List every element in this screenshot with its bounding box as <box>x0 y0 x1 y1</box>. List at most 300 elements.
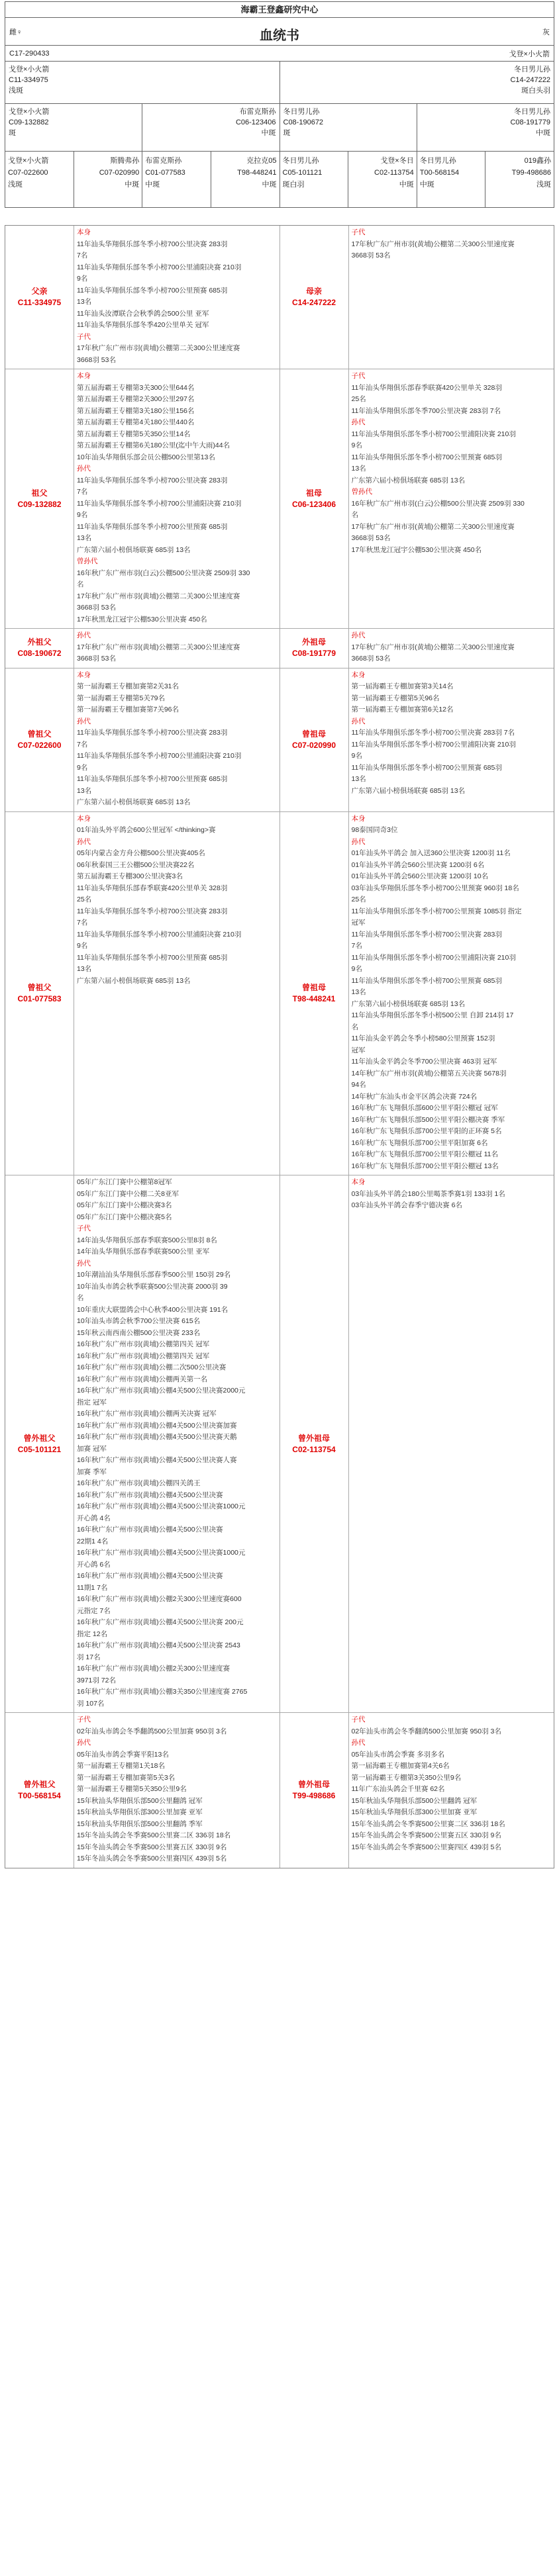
ancestor-color: 浅斑 <box>9 87 23 95</box>
record-line: 13名 <box>77 298 92 306</box>
record-line: 第一届海霸王专棚第1关18名 <box>77 1762 166 1770</box>
record-line: 98泰国同奇3位 <box>351 826 398 834</box>
record-line: 11年汕头华翔俱乐部冬季小榜700公里浦阳决赛 210羽 <box>77 499 242 508</box>
record-line: 广东第六届小榜俱场联赛 685羽 13名 <box>77 798 191 806</box>
pigeon-ring: C17-290433 <box>9 49 50 58</box>
record-heading: 本身 <box>351 814 366 823</box>
ancestor-heading <box>5 668 74 811</box>
record-line: 14年秋广东汕头市金平区鸽会决赛 724名 <box>351 1092 478 1101</box>
ancestor-cell <box>5 104 142 151</box>
record-line: 11年汕头华翔俱乐部冬季小榜700公里决赛 283羽 <box>77 476 228 484</box>
record-section <box>5 1713 554 1868</box>
ancestor-record-right <box>280 226 554 369</box>
record-line: 11年汕头华翔俱乐部冬季小榜700公里决赛 283羽 7名 <box>351 729 515 737</box>
record-line: 01年汕头外平鸽会560公里决赛 1200羽 10名 <box>351 872 489 880</box>
ancestor-color: 中斑 <box>262 181 277 189</box>
record-line: 11年汕头华翔俱乐部冬季小榜700公里预赛 685羽 <box>77 522 228 531</box>
record-line: 15年秋汕头华翔俱乐部500公里翻鸽 季军 <box>77 1819 203 1828</box>
ancestor-name: 冬日男儿孙 <box>282 157 319 165</box>
record-heading: 子代 <box>351 1716 366 1724</box>
record-line: 11年汕头华翔俱乐部冬季小榜700公里浦阳决赛 210羽 <box>77 263 242 271</box>
record-heading: 子代 <box>77 332 91 341</box>
ancestor-cell <box>5 152 74 207</box>
record-line: 第一届海霸王专棚加赛第2关31名 <box>77 682 179 690</box>
sex-label: 雌♀ <box>9 28 23 36</box>
record-line: 03年汕头外平鸽会春季宁德决赛 6名 <box>351 1201 462 1209</box>
record-line: 10年潮汕汕头华翔俱乐部春季500公里 150羽 29名 <box>77 1271 231 1279</box>
record-heading: 孙代 <box>77 837 91 846</box>
ancestor-cell <box>348 152 417 207</box>
ancestor-ring: C08-191779 <box>510 118 550 126</box>
record-line: 01年汕头外平鸽会560公里决赛 1200羽 6名 <box>351 860 485 869</box>
ancestor-name: 布雷克斯孙 <box>145 157 182 165</box>
record-line: 15年秋汕头华翔俱乐部500公里翻鸽 冠军 <box>77 1796 203 1805</box>
record-line: 13名 <box>351 775 366 783</box>
ancestor-heading <box>5 226 74 369</box>
record-line: 16年秋广东广州市羽(黄埔)公棚4关500公里决赛 200元 <box>77 1618 244 1626</box>
record-line: 广东第六届小榜俱场联赛 685羽 13名 <box>351 999 466 1008</box>
relation-label: 曾祖母 <box>301 729 326 739</box>
record-line: 16年秋广东广州市羽(黄埔)公棚4关500公里决赛 2543 <box>77 1641 240 1649</box>
ancestor-cell <box>485 152 554 207</box>
record-line: 3668羽 53名 <box>77 355 116 364</box>
record-line: 第五届海霸王专棚第6关180公里(迄中午大雨)44名 <box>77 441 230 449</box>
ancestor-heading <box>280 1175 349 1712</box>
record-line: 02年汕头市鸽会冬季翻鸽500公里加赛 950羽 3名 <box>351 1727 501 1735</box>
record-line: 14年秋广东广州市羽(黄埔)公棚第五关决赛 5678羽 <box>351 1069 507 1078</box>
record-heading: 本身 <box>351 670 366 679</box>
record-line: 14年汕头华翔俱乐部春季联赛500公里 亚军 <box>77 1248 210 1256</box>
record-line: 16年秋广东广州市羽(黄埔)公棚4关500公里决赛加赛 <box>77 1421 237 1430</box>
record-line: 16年秋广东广州市羽(黄埔)公棚3关350公里速度赛 2765 <box>77 1688 248 1696</box>
ancestor-record-right <box>280 629 554 668</box>
record-line: 16年秋广东飞翔俱乐部700公里平阳公棚冠 11名 <box>351 1150 499 1158</box>
ancestor-ring: T98-448241 <box>237 169 277 177</box>
record-line: 7名 <box>77 252 88 259</box>
ancestor-name: 戈登×小火箭 <box>8 157 49 165</box>
record-line: 11年汕头华翔俱乐部冬季小榜700公里决赛 283羽 <box>351 930 502 939</box>
ancestor-record-left <box>5 369 280 628</box>
record-list <box>349 1713 554 1868</box>
record-line: 16年秋广东广州市羽(黄埔)公棚四关鸽王 <box>77 1479 201 1487</box>
ancestor-ring: C02-113754 <box>374 169 414 177</box>
ancestor-name: 冬日男儿孙 <box>514 66 550 73</box>
record-line: 9名 <box>77 942 88 950</box>
record-line: 11年汕头华翔俱乐部春季联赛420公里单关 328羽 <box>77 884 228 892</box>
ancestor-cell <box>280 104 417 151</box>
record-line: 第五届海霸王专棚第2关300公里297名 <box>77 395 195 403</box>
relation-ring: T00-568154 <box>18 1790 61 1800</box>
relation-label: 曾祖母 <box>301 982 326 992</box>
record-line: 冠军 <box>351 919 366 927</box>
ancestor-record-left <box>5 629 280 668</box>
record-line: 16年秋广东飞翔俱乐部700公里平阳的正环赛 5名 <box>351 1127 502 1135</box>
relation-label: 祖父 <box>31 488 48 498</box>
record-line: 94名 <box>351 1081 366 1089</box>
document-title: 血统书 <box>260 28 299 43</box>
record-list <box>349 668 554 811</box>
record-line: 3668羽 53名 <box>77 604 116 612</box>
record-section <box>5 812 554 1176</box>
record-section <box>5 668 554 812</box>
loft-title: 海霸王登鑫研究中心 <box>5 2 554 18</box>
ancestor-ring: C06-123406 <box>235 118 276 126</box>
record-line: 15年冬汕头鸽会冬季赛500公里赛二区 336羽 18名 <box>77 1831 231 1839</box>
record-line: 11年汕头华翔俱乐部冬季420公里单关 冠军 <box>77 321 209 329</box>
relation-ring: C08-191779 <box>291 649 336 659</box>
record-line: 11年汕头华翔俱乐部春季联赛420公里单关 328羽 <box>351 383 502 392</box>
record-line: 名 <box>77 580 84 588</box>
record-line: 11年汕头华翔俱乐部冬季小榜700公里决赛 283羽 <box>77 729 228 737</box>
record-line: 11年汕头华翔俱乐部冬季小榜700公里浦阳决赛 210羽 <box>351 953 516 962</box>
record-line: 第五届海霸王专棚第4关180公里440名 <box>77 418 195 426</box>
relation-label: 曾外祖母 <box>297 1433 330 1443</box>
record-line: 11年汕头华翔俱乐部冬季小榜700公里浦阳决赛 210羽 <box>351 430 516 438</box>
record-line: 冠军 <box>351 1046 366 1054</box>
record-line: 11年汕头华翔俱乐部冬季小榜700公里浦阳决赛 210羽 <box>77 752 242 760</box>
ancestor-record-left <box>5 226 280 369</box>
record-line: 指定 冠军 <box>77 1398 107 1406</box>
record-line: 16年秋广东广州市羽(黄埔)公棚二次500公里决赛 <box>77 1363 227 1371</box>
record-heading: 孙代 <box>77 717 91 725</box>
record-line: 11期1 7名 <box>77 1583 108 1592</box>
ancestor-ring: C07-022600 <box>8 169 48 177</box>
record-line: 05年汕头市鸽会季赛平阳13名 <box>77 1750 169 1759</box>
record-list <box>74 668 280 811</box>
ancestor-record-left <box>5 1175 280 1712</box>
record-heading: 孙代 <box>351 631 366 639</box>
record-line: 25名 <box>351 395 366 403</box>
ancestor-ring: C01-077583 <box>145 169 185 177</box>
ancestor-record-right <box>280 812 554 1175</box>
relation-label: 曾外祖母 <box>297 1779 330 1789</box>
record-list <box>74 226 280 369</box>
record-line: 第一届海霸王专棚加赛第3关14名 <box>351 682 454 690</box>
record-line: 10年重庆大联盟鸽会中心秋季400公里决赛 191名 <box>77 1305 229 1314</box>
ancestor-color: 中斑 <box>419 181 434 189</box>
record-line: 01年汕头外平鸽会 加入送360公里决赛 1200羽 11名 <box>351 849 511 857</box>
record-line: 16年秋广东广州市羽(黄埔)公棚4关500公里决赛2000元 <box>77 1387 246 1395</box>
record-heading: 孙代 <box>77 1259 91 1267</box>
record-line: 7名 <box>77 919 88 927</box>
record-line: 11年汕头华翔俱乐部冬季小榜700公里预赛 685羽 <box>351 453 502 461</box>
ancestor-heading <box>280 629 349 668</box>
ancestor-color: 中斑 <box>536 129 550 137</box>
record-line: 03年汕头外平鸽会180公里喝茶季赛1羽 133羽 1名 <box>351 1189 505 1198</box>
record-list <box>74 1713 280 1868</box>
record-line: 3668羽 53名 <box>351 252 391 259</box>
ancestor-name: 戈登×冬日 <box>380 157 414 165</box>
relation-ring: C01-077583 <box>17 993 62 1003</box>
record-line: 01年汕头外平鸽会600公里冠军 </thinking>赛 <box>77 826 216 834</box>
record-line: 第一届海霸王专棚第5关79名 <box>77 694 166 702</box>
record-line: 名 <box>77 1294 84 1302</box>
record-line: 16年秋广东飞翔俱乐部700公里平阳加赛 6名 <box>351 1138 488 1147</box>
record-line: 羽 107名 <box>77 1699 105 1708</box>
record-line: 05年广东江门赛中公棚二关8亚军 <box>77 1189 179 1198</box>
record-line: 25名 <box>351 896 366 903</box>
record-line: 15年冬汕头鸽会冬季赛500公里赛五区 330羽 9名 <box>77 1843 227 1851</box>
ancestor-name: 戈登×小火箭 <box>9 66 50 73</box>
record-line: 第一届海霸王专棚加赛第7关96名 <box>77 706 179 713</box>
ancestor-heading <box>280 369 349 628</box>
record-line: 广东第六届小榜俱场联赛 685羽 13名 <box>77 545 191 554</box>
record-line: 第一届海霸王专棚加赛第6关12名 <box>351 706 454 713</box>
record-line: 16年秋广东广州市羽(白云)公棚500公里决赛 2509羽 330 <box>77 569 250 577</box>
record-line: 15年秋汕头华翔俱乐部500公里翻鸽 冠军 <box>351 1796 478 1805</box>
ancestor-ring: T99-498686 <box>511 169 551 177</box>
relation-label: 祖母 <box>305 488 322 498</box>
ancestor-name: 019鑫孙 <box>524 157 551 165</box>
record-line: 指定 12名 <box>77 1630 108 1638</box>
ancestor-ring: C07-020990 <box>99 169 140 177</box>
record-line: 第一届海霸王专棚第5关350公里9名 <box>77 1785 187 1793</box>
record-line: 16年秋广东广州市羽(黄埔)公棚4关500公里决赛天鹅 <box>77 1433 237 1441</box>
ancestor-cell <box>74 152 143 207</box>
record-line: 7名 <box>77 740 88 749</box>
ancestor-name: 布雷克斯孙 <box>239 108 276 116</box>
ancestor-cell <box>5 62 280 103</box>
ancestor-cell <box>211 152 280 207</box>
record-section <box>5 1175 554 1713</box>
record-line: 02年汕头市鸽会冬季翻鸽500公里加赛 950羽 3名 <box>77 1727 227 1735</box>
record-list <box>349 629 554 668</box>
ancestor-record-right <box>280 668 554 811</box>
relation-ring: C14-247222 <box>291 298 336 307</box>
ancestor-heading <box>5 629 74 668</box>
record-list <box>74 812 280 1175</box>
ancestor-cell <box>417 104 554 151</box>
record-line: 16年秋广东广州市羽(黄埔)公棚4关500公里决赛1000元 <box>77 1502 246 1510</box>
record-list <box>349 369 554 628</box>
ancestor-name: 冬日男儿孙 <box>419 157 456 165</box>
record-line: 05年广东江门赛中公棚决赛5名 <box>77 1213 172 1221</box>
record-list <box>349 1175 554 1712</box>
record-line: 加赛 冠军 <box>77 1444 107 1453</box>
generation-2-row <box>5 62 554 104</box>
ancestor-record-left <box>5 812 280 1175</box>
record-heading: 本身 <box>77 372 91 380</box>
record-line: 11年汕头华翔俱乐部冬季小榜700公里预赛 685羽 <box>351 976 502 985</box>
record-line: 11年汕头汝潭联合会秋季鸽会500公里 亚军 <box>77 309 209 318</box>
record-line: 13名 <box>77 786 92 795</box>
ancestor-name: 冬日男儿孙 <box>283 108 320 116</box>
ancestor-heading <box>5 369 74 628</box>
record-line: 17年秋黑龙江冠宇公棚530公里决赛 450名 <box>77 615 207 623</box>
relation-label: 父亲 <box>31 287 48 296</box>
record-line: 15年秋汕头华翔俱乐部300公里加赛 亚军 <box>351 1808 478 1816</box>
record-line: 11年汕头华翔俱乐部冬季小榜700公里预赛 1085羽 指定 <box>351 907 522 915</box>
record-line: 25名 <box>77 896 92 903</box>
record-heading: 本身 <box>77 228 91 236</box>
record-line: 16年秋广东飞翔俱乐部700公里平阳公棚冠 13名 <box>351 1162 499 1170</box>
record-line: 第一届海霸王专棚加赛第4关6名 <box>351 1762 450 1770</box>
record-line: 14年汕头华翔俱乐部春季联赛500公里8羽 8名 <box>77 1236 217 1244</box>
record-line: 3971羽 72名 <box>77 1676 116 1684</box>
record-line: 05年汕头市鸽会季赛 多羽多名 <box>351 1750 445 1759</box>
record-line: 7名 <box>351 942 362 950</box>
record-line: 元指定 7名 <box>77 1606 111 1615</box>
record-line: 13名 <box>77 534 92 542</box>
record-section <box>5 226 554 369</box>
ancestor-color: 中斑 <box>399 181 414 189</box>
record-line: 11年汕头华翔俱乐部冬季小榜700公里预赛 685羽 <box>77 286 228 295</box>
ancestor-cell <box>280 62 554 103</box>
ancestor-heading <box>280 1713 349 1868</box>
record-heading: 曾孙代 <box>351 488 372 496</box>
record-list <box>74 369 280 628</box>
pigeon-ring-row <box>5 46 554 62</box>
ancestor-heading <box>280 812 349 1175</box>
record-line: 3668羽 53名 <box>351 534 391 542</box>
ancestor-ring: C11-334975 <box>9 76 48 84</box>
record-line: 15年冬汕头鸽会冬季赛500公里赛二区 336羽 18名 <box>351 1819 505 1828</box>
record-line: 17年秋广东广州市羽(黄埔)公棚第二关300公里速度赛 <box>77 592 240 600</box>
ancestor-name: 斯腾弗孙 <box>110 157 140 165</box>
ancestor-cell <box>142 152 211 207</box>
ancestor-name: 克拉克05 <box>246 157 277 165</box>
record-line: 广东第六届小榜俱场联赛 685羽 13名 <box>351 786 466 795</box>
record-line: 17年秋广东广州市羽(黄埔)公棚第二关300公里速度赛 <box>77 643 240 651</box>
ancestor-record-right <box>280 1713 554 1868</box>
record-line: 9名 <box>77 763 88 772</box>
record-line: 15年秋汕头华翔俱乐部300公里加赛 亚军 <box>77 1808 203 1816</box>
record-line: 第五届海霸王专棚300公里决赛3名 <box>77 872 183 880</box>
record-line: 15年冬汕头鸽会冬季赛500公里赛四区 439羽 5名 <box>351 1843 501 1851</box>
ancestor-heading <box>5 1713 74 1868</box>
record-line: 名 <box>351 1023 358 1031</box>
ancestor-ring: C05-101121 <box>282 169 323 177</box>
record-line: 16年秋广东广州市羽(黄埔)公棚4关500公里决赛1000元 <box>77 1549 246 1557</box>
record-heading: 本身 <box>77 814 91 823</box>
record-line: 10年汕头市鸽会秋季联赛500公里决赛 2000羽 39 <box>77 1282 228 1291</box>
ancestor-color: 斑白羽 <box>282 181 305 189</box>
ancestor-heading <box>5 812 74 1175</box>
relation-label: 曾外祖父 <box>23 1779 56 1789</box>
relation-ring: C09-132882 <box>17 499 62 509</box>
record-line: 17年秋广东广州市羽(黄埔)公棚第二关300公里速度赛 <box>351 522 515 531</box>
record-line: 9名 <box>351 441 362 449</box>
pigeon-father-name: 戈登×小火箭 <box>509 50 550 58</box>
ancestor-ring: C09-132882 <box>9 118 49 126</box>
record-line: 16年秋广东广州市羽(黄埔)公棚第四关 冠军 <box>77 1352 210 1360</box>
ancestor-color: 浅斑 <box>536 181 551 189</box>
record-line: 16年秋广东广州市羽(黄埔)公棚4关500公里决赛人赛 <box>77 1456 237 1464</box>
record-line: 13名 <box>77 965 92 973</box>
ancestor-ring: C08-190672 <box>283 118 324 126</box>
relation-ring: T99-498686 <box>292 1790 336 1800</box>
record-line: 16年秋广东广州市羽(黄埔)公棚2关300公里速度赛 <box>77 1665 230 1673</box>
record-section <box>5 369 554 629</box>
record-line: 第一届海霸王专棚第3关350公里9名 <box>351 1773 462 1782</box>
record-heading: 本身 <box>77 670 91 679</box>
ancestor-heading <box>280 668 349 811</box>
record-line: 13名 <box>351 465 366 473</box>
record-heading: 孙代 <box>351 837 366 846</box>
relation-ring: T98-448241 <box>292 993 336 1003</box>
record-line: 11年汕头华翔俱乐部冬季小榜700公里浦阳决赛 210羽 <box>351 740 516 749</box>
record-line: 13名 <box>351 988 366 996</box>
ancestor-color: 中斑 <box>145 181 160 189</box>
record-line: 05年内蒙古金方舟公棚500公里决赛405名 <box>77 849 205 857</box>
record-line: 11年汕头华翔俱乐部冬季小榜700公里决赛 283羽 <box>77 240 228 248</box>
record-heading: 孙代 <box>351 1739 366 1747</box>
record-heading: 子代 <box>77 1716 91 1724</box>
record-line: 9名 <box>351 965 362 973</box>
record-line: 16年秋广东广州市羽(白云)公棚500公里决赛 2509羽 330 <box>351 499 525 508</box>
record-heading: 曾孙代 <box>77 557 98 565</box>
record-line: 11年汕头金平鸽会冬季700公里决赛 463羽 冠军 <box>351 1058 497 1066</box>
relation-ring: C06-123406 <box>291 499 336 509</box>
pedigree-chart <box>5 1 554 208</box>
ancestor-color: 斑 <box>9 129 16 137</box>
record-heading: 孙代 <box>77 631 91 639</box>
record-line: 第五届海霸王专棚第5关350公里14名 <box>77 430 191 438</box>
relation-ring: C08-190672 <box>17 649 62 659</box>
ancestor-cell <box>280 152 349 207</box>
record-line: 广东第六届小榜俱场联赛 685羽 13名 <box>77 976 191 985</box>
record-heading: 孙代 <box>351 418 366 426</box>
record-line: 开心鸽 4名 <box>77 1514 111 1522</box>
record-line: 15年秋云南西南公棚500公里决赛 233名 <box>77 1328 201 1337</box>
record-line: 17年秋黑龙江冠宇公棚530公里决赛 450名 <box>351 545 482 554</box>
relation-ring: C11-334975 <box>17 298 62 307</box>
record-line: 17年秋广东广州市羽(黄埔)公棚第二关300公里速度赛 <box>351 240 515 248</box>
ancestor-color: 中斑 <box>261 129 276 137</box>
ancestor-ring: C14-247222 <box>510 76 550 84</box>
record-line: 16年秋广东广州市羽(黄埔)公棚两关决赛 冠军 <box>77 1410 217 1418</box>
record-line: 17年秋广东广州市羽(黄埔)公棚第二关300公里速度赛 <box>351 643 515 651</box>
record-line: 加赛 季军 <box>77 1467 107 1476</box>
relation-ring: C07-022600 <box>17 740 62 750</box>
record-line: 16年秋广东广州市羽(黄埔)公棚4关500公里决赛 <box>77 1526 223 1534</box>
record-line: 10年汕头市鸽会秋季700公里决赛 615名 <box>77 1317 201 1325</box>
record-line: 3668羽 53名 <box>77 655 116 663</box>
record-line: 16年秋广东广州市羽(黄埔)公棚4关500公里决赛 <box>77 1491 223 1499</box>
ancestor-record-right <box>280 369 554 628</box>
record-line: 9名 <box>77 511 88 519</box>
pigeon-header <box>5 18 554 46</box>
ancestor-record-left <box>5 668 280 811</box>
record-line: 11年广东汕头鸽会千里赛 62名 <box>351 1785 445 1793</box>
record-line: 第五届海霸王专棚第3关180公里156名 <box>77 406 195 415</box>
record-line: 11年汕头华翔俱乐部冬季小榜700公里决赛 283羽 <box>77 907 228 915</box>
record-list <box>349 226 554 369</box>
generation-4-row <box>5 152 554 207</box>
record-line: 15年冬汕头鸽会冬季赛500公里赛四区 439羽 5名 <box>77 1855 227 1863</box>
ancestor-name: 冬日男儿孙 <box>514 108 550 116</box>
record-heading: 本身 <box>351 1178 366 1186</box>
record-line: 05年广东江门赛中公棚第8冠军 <box>77 1178 172 1186</box>
record-line: 15年冬汕头鸽会冬季赛500公里赛五区 330羽 9名 <box>351 1831 501 1839</box>
relation-ring: C02-113754 <box>292 1444 336 1454</box>
record-line: 16年秋广东广州市羽(黄埔)公棚第四关 冠军 <box>77 1340 210 1348</box>
record-line: 11年汕头华翔俱乐部冬季700公里决赛 283羽 7名 <box>351 406 501 415</box>
relation-label: 曾祖父 <box>27 729 52 739</box>
relation-label: 曾外祖父 <box>23 1433 56 1443</box>
record-line: 05年广东江门赛中公棚决赛3名 <box>77 1201 172 1209</box>
record-line: 11年汕头华翔俱乐部冬季小榜700公里浦阳决赛 210羽 <box>77 930 242 939</box>
record-line: 第一届海霸王专棚加赛第5关3名 <box>77 1773 176 1782</box>
ancestor-heading <box>280 226 349 369</box>
record-line: 11年汕头华翔俱乐部冬季小榜700公里预赛 685羽 <box>77 953 228 962</box>
record-section <box>5 629 554 668</box>
record-heading: 孙代 <box>77 465 91 473</box>
record-line: 06年秋泰国三王公棚500公里决赛22名 <box>77 860 195 869</box>
record-list <box>74 1175 280 1712</box>
relation-ring: C07-020990 <box>291 740 336 750</box>
record-line: 第五届海霸王专棚第3关300公里644名 <box>77 383 195 392</box>
